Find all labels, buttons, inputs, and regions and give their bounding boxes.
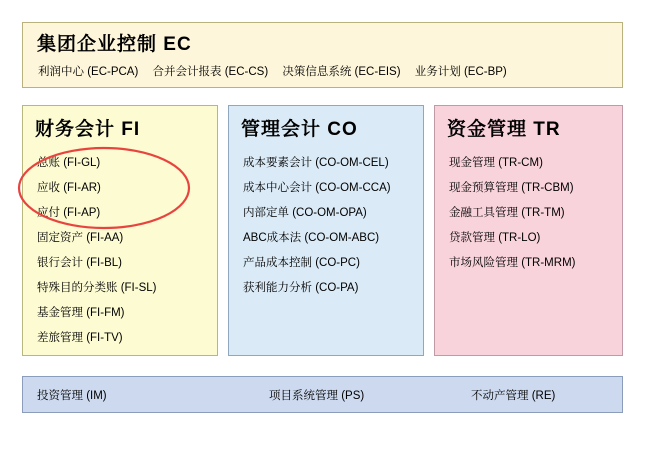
ec-item: 合并会计报表 (EC-CS) [152,66,269,78]
co-item: 内部定单 (CO-OM-OPA) [243,207,367,219]
fi-item: 银行会计 (FI-BL) [37,257,122,269]
fi-item: 总账 (FI-GL) [37,157,101,169]
co-item: ABC成本法 (CO-OM-ABC) [243,232,380,244]
co-item: 成本中心会计 (CO-OM-CCA) [243,182,391,194]
bottom-item: 投资管理 (IM) [37,390,107,402]
fi-item: 应收 (FI-AR) [37,182,101,194]
tr-item: 市场风险管理 (TR-MRM) [449,257,576,269]
bottom-item: 项目系统管理 (PS) [269,390,365,402]
fi-item: 应付 (FI-AP) [37,207,101,219]
fi-item: 差旅管理 (FI-TV) [37,332,123,344]
tr-item: 金融工具管理 (TR-TM) [449,207,565,219]
ec-item: 决策信息系统 (EC-EIS) [282,66,401,78]
tr-item: 贷款管理 (TR-LO) [449,232,541,244]
co-section [228,105,424,356]
co-item: 获利能力分析 (CO-PA) [243,282,359,294]
co-item: 产品成本控制 (CO-PC) [243,257,360,269]
tr-title: 资金管理 TR [447,119,561,140]
ec-item: 业务计划 (EC-BP) [414,66,507,78]
ec-section [22,22,623,88]
co-item: 成本要素会计 (CO-OM-CEL) [243,157,389,169]
bottom-section [22,376,623,413]
fi-item-list [37,151,211,351]
co-title: 管理会计 CO [241,119,358,140]
fi-item: 固定资产 (FI-AA) [37,232,124,244]
ec-item: 利润中心 (EC-PCA) [38,66,139,78]
bottom-item: 不动产管理 (RE) [471,390,556,402]
fi-title: 财务会计 FI [35,119,141,140]
fi-section [22,105,218,356]
ec-item-list [38,63,518,79]
tr-item: 现金管理 (TR-CM) [449,157,543,169]
fi-item: 基金管理 (FI-FM) [37,307,125,319]
tr-section [434,105,623,356]
tr-item: 现金预算管理 (TR-CBM) [449,182,574,194]
tr-item-list [449,151,616,276]
ec-title: 集团企业控制 EC [37,34,192,55]
co-item-list [243,151,417,301]
fi-item: 特殊目的分类账 (FI-SL) [37,282,157,294]
